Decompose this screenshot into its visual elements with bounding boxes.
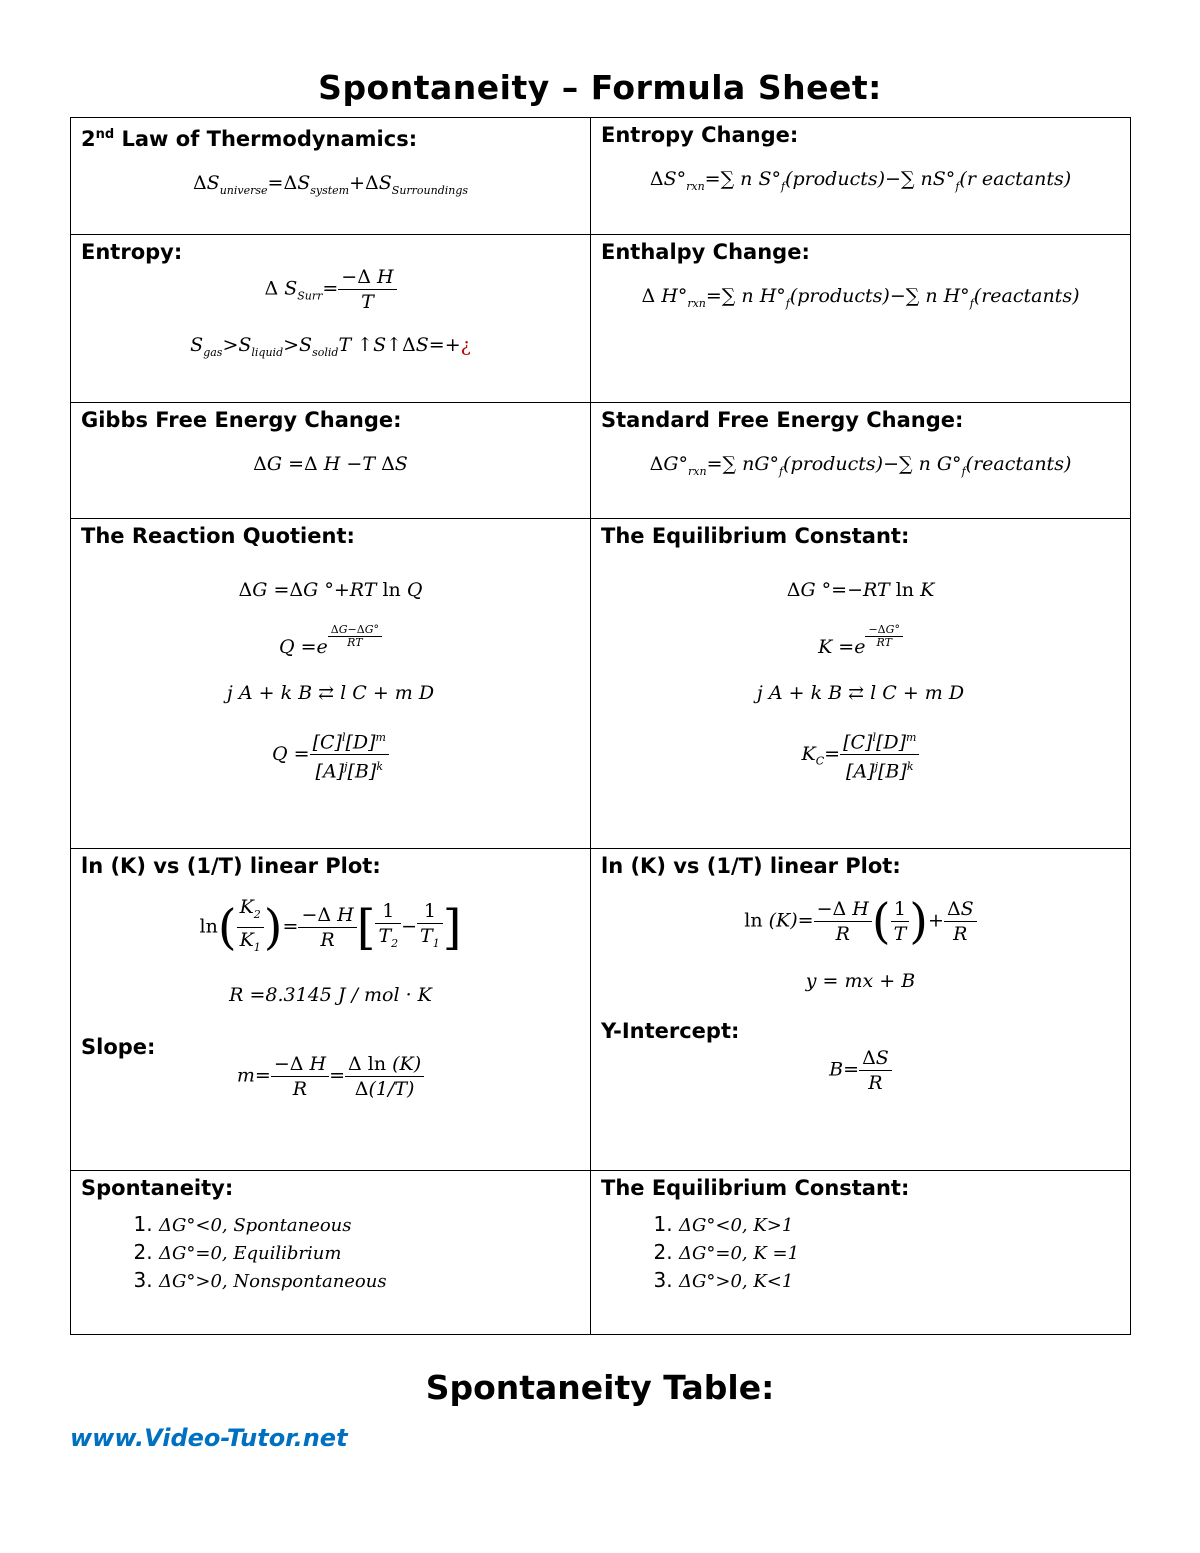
cell-second-law [71, 118, 591, 235]
products-label: products [792, 168, 878, 190]
vant-hoff-two-point-equation: ln( $\frac{K_2}{K_1}$ )= $\frac{\text{−Δ H}}{R}$ [ $\frac{1}{T_2}$ − $\frac{1}{T_1}$ ] [199, 896, 462, 956]
spontaneity-table-title: Spontaneity Table: [425, 1368, 775, 1407]
entropy-tail-char: ¿ [460, 334, 471, 356]
equilibrium-delta-g-equation: ΔG °=−RT ln K [786, 579, 935, 601]
list-item: 2. ΔG°=0, Equilibrium [159, 1239, 580, 1267]
gas-constant-value: R =8.3145 J / mol · K [229, 983, 432, 1006]
slope-heading: Slope: [81, 1034, 156, 1059]
quotient-expression: Q = $\frac{[C]^l[D]^m}{[A]^j[B]^k}$ [81, 726, 580, 784]
entropy-change-heading: Entropy Change: [601, 123, 799, 147]
second-law-heading: 2nd Law of Thermodynamics: [81, 127, 418, 151]
cell-enthalpy-change [591, 235, 1131, 403]
equilibrium-list [601, 1211, 1120, 1295]
entropy-heading: Entropy: [81, 240, 183, 264]
reactants-label: r eactants [966, 168, 1064, 190]
enthalpy-change-equation: Δ $H^\circ_{rxn}=\sum$ n $H^\circ_f(products)-\sum$ n $H^\circ_f(reactants)$ [641, 285, 1080, 310]
page-title: Spontaneity – Formula Sheet: [318, 68, 882, 107]
gibbs-equation: ΔG =Δ H −T ΔS [253, 453, 408, 475]
intercept-equation: B= $\frac{\Delta S}{R}$ [601, 1046, 1120, 1095]
cell-entropy-change [591, 118, 1131, 235]
cell-ln-plot-left [71, 849, 591, 1171]
slope-equation: m= $\frac{\text{−Δ H}}{R}$ = $\frac{\text{Δ ln (K)}}{\Delta(1/T)}$ [81, 1052, 580, 1101]
list-item: 2. ΔG°=0, K =1 [679, 1239, 1120, 1267]
cell-equilibrium-constant [591, 519, 1131, 849]
second-law-equation: $\Delta S_{universe}=\Delta S_{system}+\Delta S_{Surroundings}$ [192, 172, 469, 197]
equilibrium-reaction-equation: j A + k B ⇄ l C + m D [756, 682, 965, 704]
equilibrium-expression: $K_C=$ $\frac{[C]^l[D]^m}{[A]^j[B]^k}$ [601, 726, 1120, 784]
equilibrium-list-heading: The Equilibrium Constant: [601, 1176, 910, 1200]
line-equation: y = mx + B [805, 970, 916, 992]
list-item: 1. ΔG°<0, K>1 [679, 1211, 1120, 1239]
entropy-order-equation: $S_{gas}>S_{liquid}>S_{solid}T$ ↑S↑ΔS=+¿ [190, 334, 471, 359]
equilibrium-exp-equation: K =e $\frac{-\Delta G^\circ}{RT}$ [601, 623, 1120, 660]
list-item: 3. ΔG°>0, Nonspontaneous [159, 1267, 580, 1295]
quotient-exp-equation: Q =e $\frac{\Delta G-\Delta G^\circ}{RT}$ [81, 623, 580, 660]
standard-free-equation: $\Delta G^\circ_{rxn}=\sum$ $nG^\circ_f(products)-\sum$ n $G^\circ_f(reactants)$ [649, 453, 1072, 478]
entropy-surr-equation: Δ $S_{Surr}=$ $\frac{\text{−Δ H}}{T}$ [81, 265, 580, 314]
enthalpy-change-heading: Enthalpy Change: [601, 240, 810, 264]
list-item: 3. ΔG°>0, K<1 [679, 1267, 1120, 1295]
list-item: 1. ΔG°<0, Spontaneous [159, 1211, 580, 1239]
website-link[interactable]: www.Video-Tutor.net [70, 1424, 348, 1452]
formula-table [70, 117, 1131, 1335]
reactants-label: reactants [973, 453, 1064, 475]
reaction-quotient-heading: The Reaction Quotient: [81, 524, 355, 548]
cell-gibbs [71, 403, 591, 519]
spontaneity-heading: Spontaneity: [81, 1176, 234, 1200]
entropy-change-equation: $\Delta S^\circ_{rxn}=\sum$ n $S^\circ_f(products)-\sum$ $nS^\circ_f(r$ eactants) [649, 168, 1072, 193]
cell-standard-free [591, 403, 1131, 519]
products-label: products [797, 285, 883, 307]
cell-entropy [71, 235, 591, 403]
ln-plot-left-heading: ln (K) vs (1/T) linear Plot: [81, 854, 381, 878]
spontaneity-list [81, 1211, 580, 1295]
equilibrium-constant-heading: The Equilibrium Constant: [601, 524, 910, 548]
cell-spontaneity [71, 1171, 591, 1335]
reactants-label: reactants [981, 285, 1073, 307]
cell-reaction-quotient [71, 519, 591, 849]
products-label: products [790, 453, 876, 475]
intercept-heading: Y-Intercept: [601, 1019, 740, 1043]
gibbs-heading: Gibbs Free Energy Change: [81, 408, 402, 432]
cell-ln-plot-right [591, 849, 1131, 1171]
quotient-reaction-equation: j A + k B ⇄ l C + m D [226, 682, 435, 704]
cell-equilibrium-list [591, 1171, 1131, 1335]
ln-plot-right-heading: ln (K) vs (1/T) linear Plot: [601, 854, 901, 878]
quotient-delta-g-equation: ΔG =ΔG °+RT ln Q [238, 579, 423, 601]
standard-free-heading: Standard Free Energy Change: [601, 408, 964, 432]
ln-k-linear-equation: ln (K)= $\frac{\text{−Δ H}}{R}$ ( $\frac{1}{T}$ )+ $\frac{\Delta S}{R}$ [601, 897, 1120, 946]
